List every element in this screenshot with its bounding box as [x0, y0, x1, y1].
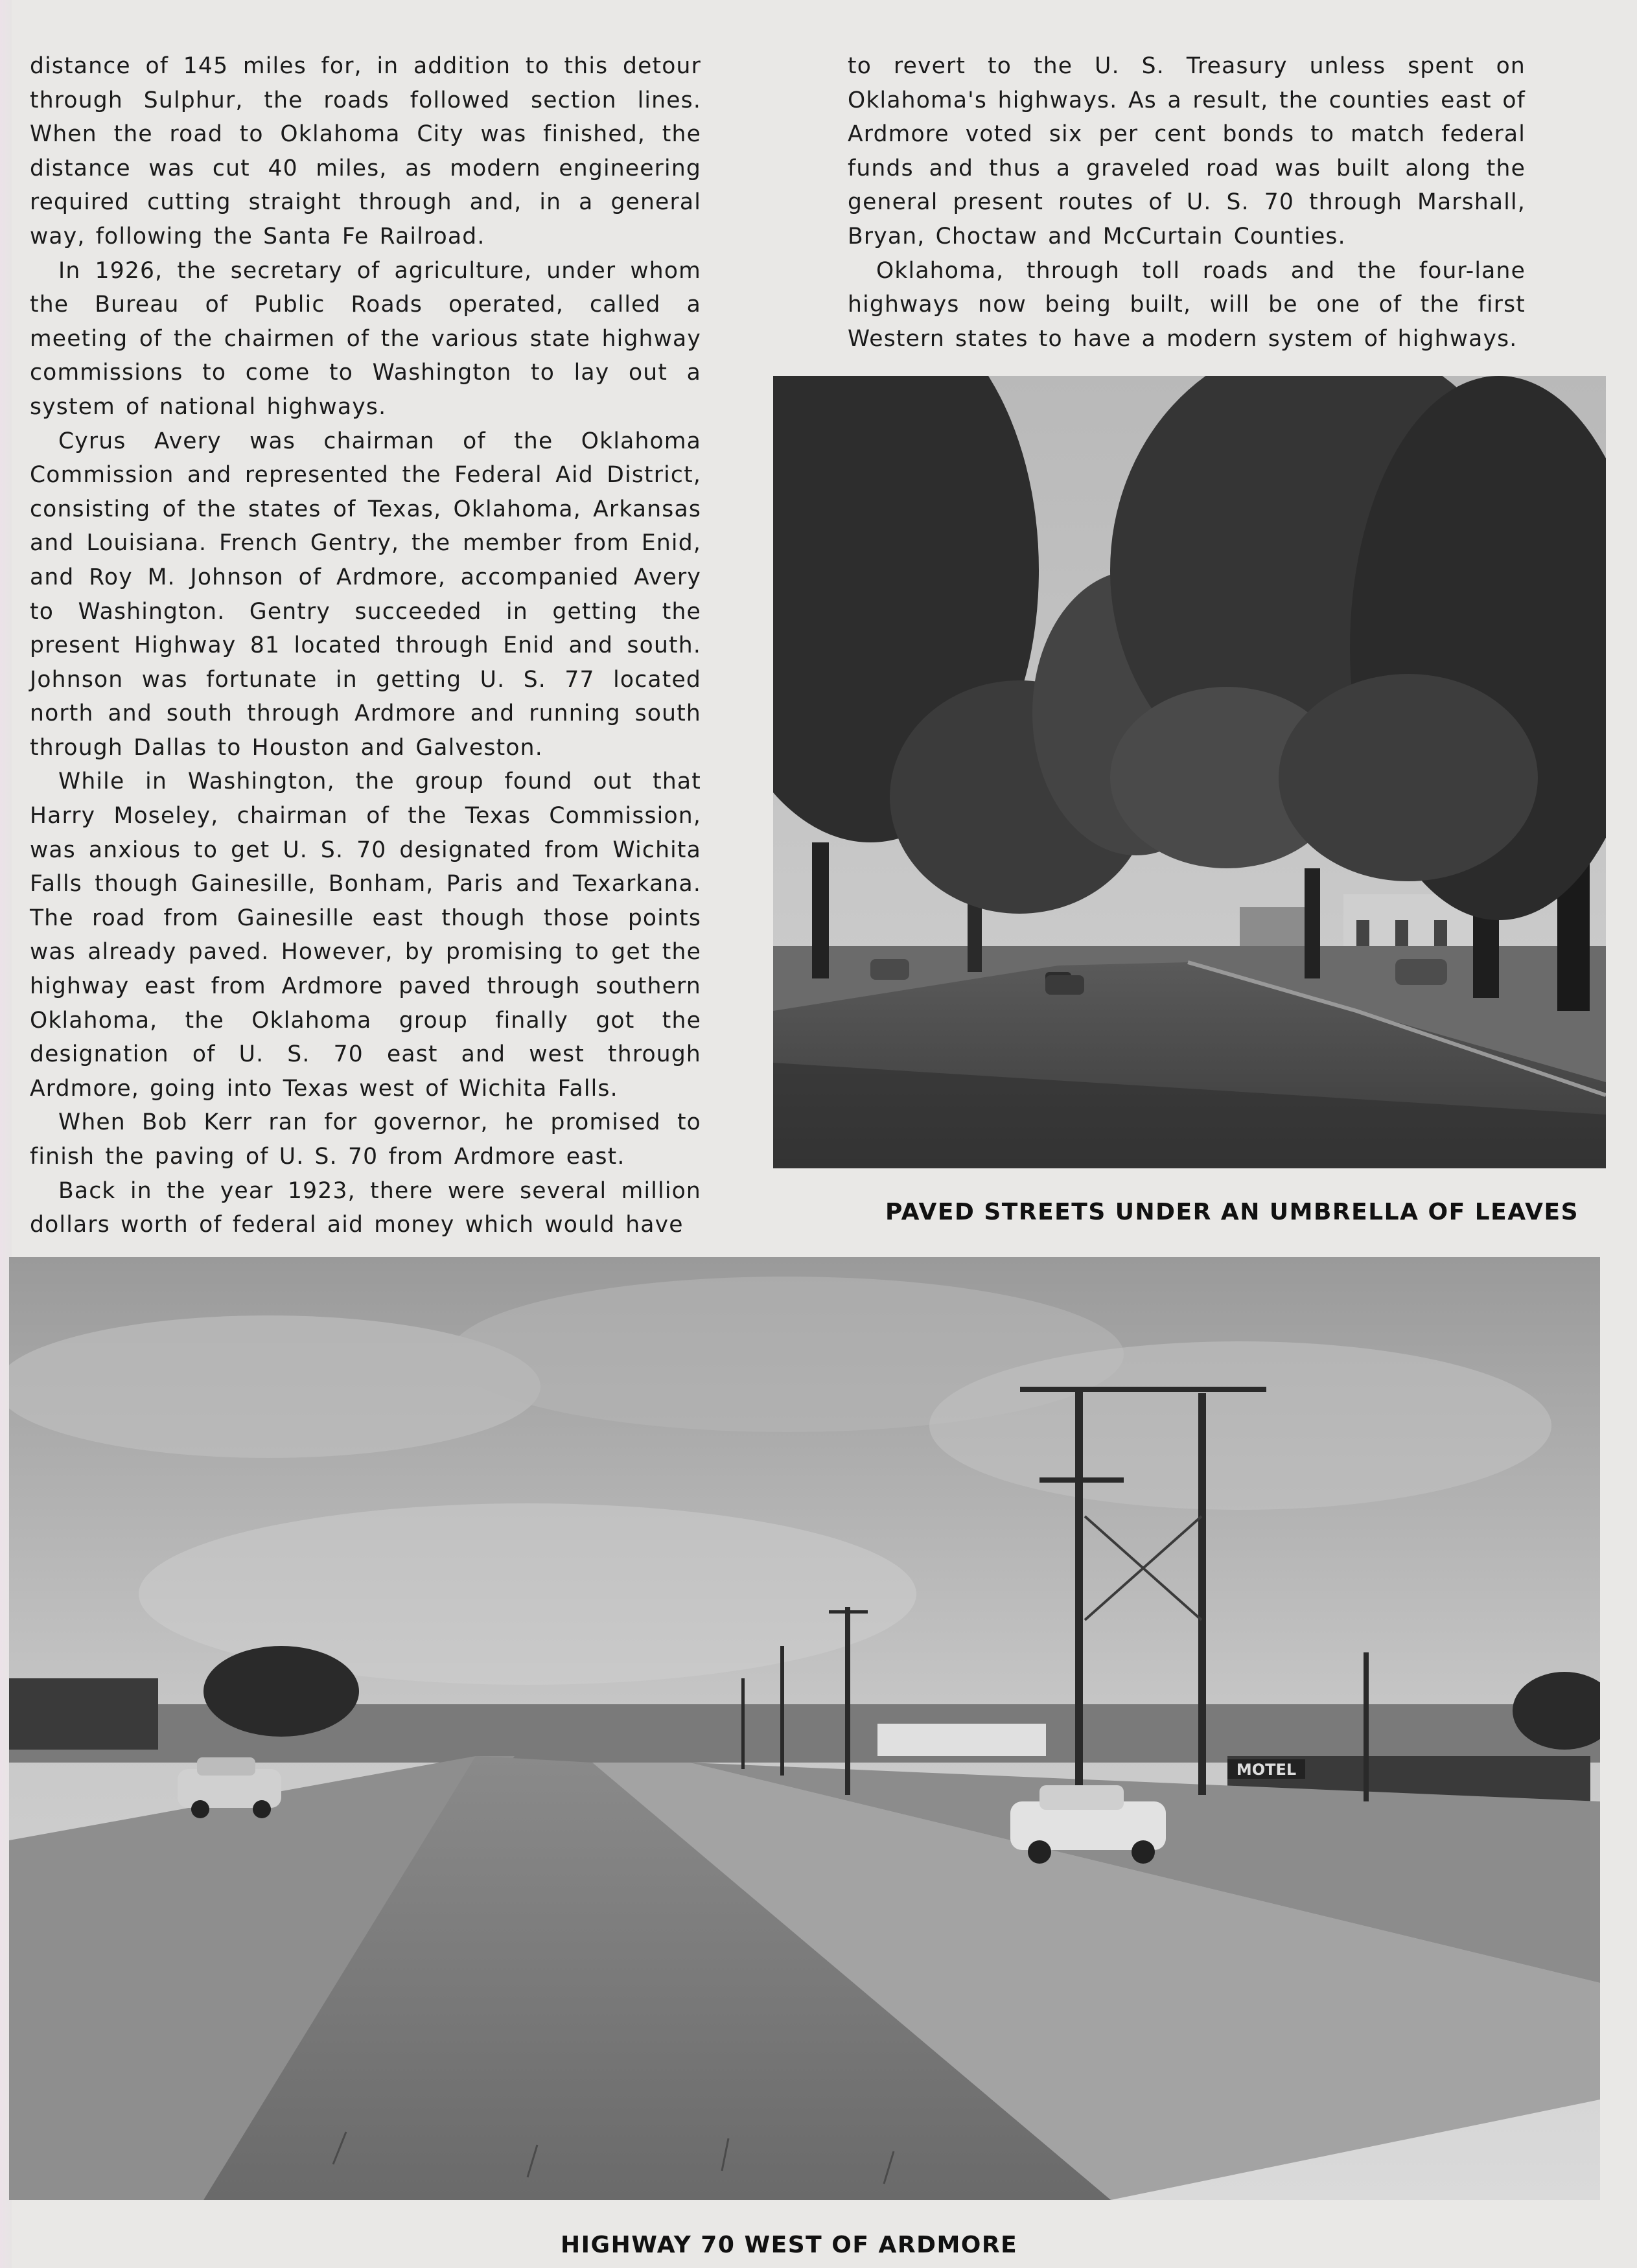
photo-tree-lined-street: [773, 376, 1606, 1168]
paragraph: to revert to the U. S. Treasury unless spent on Oklahoma's highways. As a result, the counties east of Ardmore voted six per cent bonds to match federal funds and thus a graveled road was built along the general present routes of U. S. 70 through Marshall, Bryan, Choctaw and McCurtain Counties.: [848, 53, 1526, 249]
photo-caption-highway: HIGHWAY 70 WEST OF ARDMORE: [561, 2232, 1018, 2258]
paragraph: distance of 145 miles for, in addition to this detour through Sulphur, the roads followed section lines. When the road to Oklahoma City was finished, the distance was cut 40 miles, as modern engineering required cutting straight through and, in a general way, following the Santa Fe Railroad.: [30, 53, 701, 249]
photo-highway-70: [9, 1257, 1600, 2200]
article-right-column: [848, 49, 1526, 356]
paragraph: Cyrus Avery was chairman of the Oklahoma Commission and represented the Federal Aid District, consisting of the states of Texas, Oklahoma, Arkansas and Louisiana. French Gentry, the member from Enid, and Roy M. Johnson of Ardmore, accompanied Avery to Washington. Gentry succeeded in getting the present Highway 81 located through Enid and south. Johnson was fortunate in getting U. S. 77 located north and south through Ardmore and running south through Dallas to Houston and Galveston.: [30, 428, 701, 761]
paragraph: While in Washington, the group found out that Harry Moseley, chairman of the Texas Commission, was anxious to get U. S. 70 designated from Wichita Falls though Gainesille, Bonham, Paris and Texarkana. The road from Gainesille east though those points was already paved. However, by promising to get the highway east from Ardmore paved through southern Oklahoma, the Oklahoma group finally got the designation of U. S. 70 east and west through Ardmore, going into Texas west of Wichita Falls.: [30, 769, 701, 1102]
photo-caption-streets: PAVED STREETS UNDER AN UMBRELLA OF LEAVES: [885, 1199, 1579, 1225]
article-left-column: [30, 49, 701, 1242]
paragraph: Oklahoma, through toll roads and the four-lane highways now being built, will be one of the first Western states to have a modern system of highways.: [848, 257, 1526, 352]
highway-photo-illustration: [9, 1257, 1600, 2200]
street-photo-illustration: [773, 376, 1606, 1168]
motel-sign-text: MOTEL: [1236, 1761, 1297, 1779]
paragraph: Back in the year 1923, there were several million dollars worth of federal aid money which would have: [30, 1177, 701, 1238]
paragraph: When Bob Kerr ran for governor, he promised to finish the paving of U. S. 70 from Ardmore east.: [30, 1109, 701, 1170]
paragraph: In 1926, the secretary of agriculture, under whom the Bureau of Public Roads operated, called a meeting of the chairmen of the various state highway commissions to come to Washington to lay out a system of national highways.: [30, 257, 701, 420]
